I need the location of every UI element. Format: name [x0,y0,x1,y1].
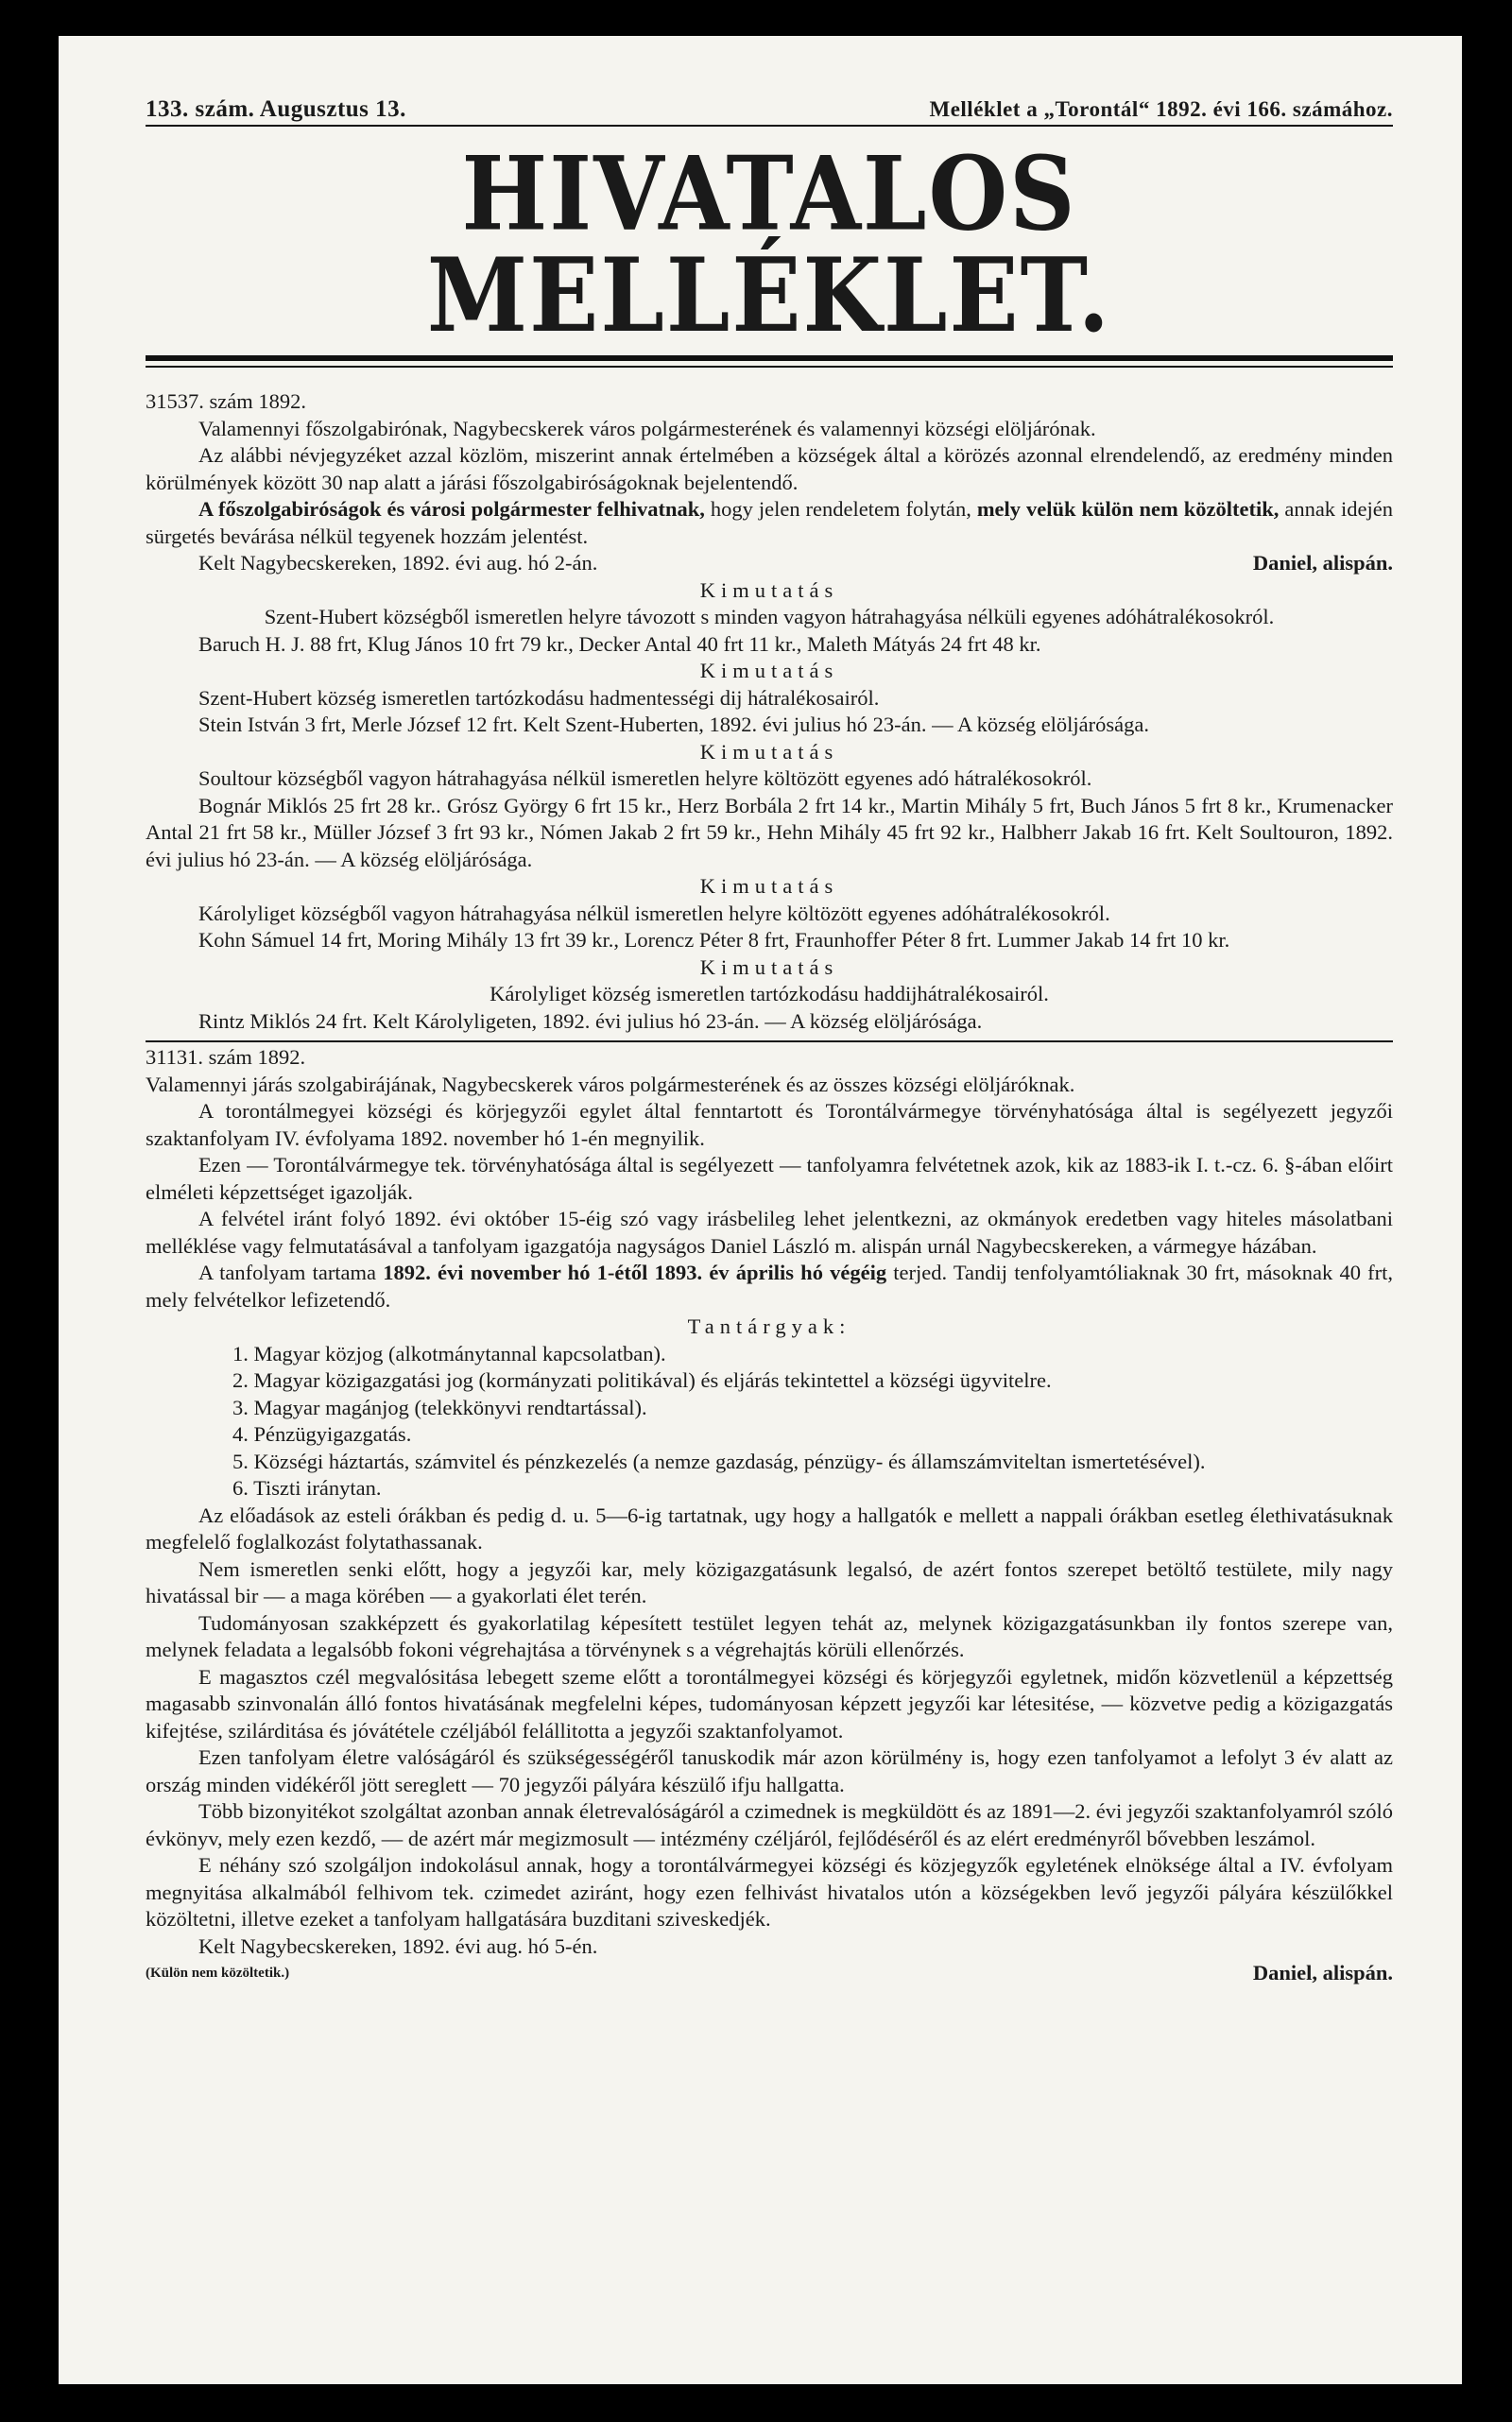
duration-text-1: A tanfolyam tartama [198,1261,384,1284]
statement-title: Kimutatás [699,874,839,898]
decree-address: Valamennyi járás szolgabirájának, Nagybecskerek város polgármesterének és az összes községi elöljáróknak. [146,1072,1075,1096]
course-duration [146,1260,1393,1314]
masthead-rule-thin [146,366,1393,368]
issue-number: 133. szám. Augusztus 13. [146,96,406,122]
decree-date: Kelt Nagybecskereken, 1892. évi aug. hó 2-án. [198,551,598,575]
statement-subject: Szent-Hubert község ismeretlen tartózkodásu hadmentességi dij hátralékosairól. [198,685,880,710]
statement-subject: Soultour községből vagyon hátrahagyása nélkül ismeretlen helyre költözött egyenes adó hátralékosokról. [198,766,1092,790]
instruction-bold-1: A főszolgabiróságok és városi polgármester felhivatnak, [198,497,705,521]
page-content [146,96,1393,1987]
masthead-title: HIVATALOS MELLÉKLET. [426,133,1112,355]
statement-names: Baruch H. J. 88 frt, Klug János 10 frt 79 kr., Decker Antal 40 frt 11 kr., Maleth Mátyás 24 frt 48 kr. [198,631,1041,656]
statement-title: Kimutatás [699,739,839,764]
course-paragraph: Ezen tanfolyam életre valóságáról és szükségességéről tanuskodik már azon körülmény is, hogy ezen tanfolyamot a lefolyt 3 év alatt az ország minden vidékéről jött sereglett — 70 jegyzői pályára készülő ifju hallgatta. [146,1745,1393,1796]
subject-item: 3. Magyar magánjog (telekkönyvi rendtartással). [232,1395,647,1419]
course-paragraph: A felvétel iránt folyó 1892. évi október 15-éig szó vagy irásbelileg lehet jelentkezni, az okmányok eredetben vagy hiteles másolatbani melléklése vagy felmutatásával a tanfolyam igazgatója nagyságos Daniel László m. alispán urnál Nagybecskereken, a vármegye házában. [146,1207,1393,1258]
instruction-text-2: annak idején sürgetés bevárása nélkül tegyenek hozzám jelentést. [146,497,1394,548]
statement-subject: Károlyliget község ismeretlen tartózkodásu haddijhátralékosairól. [490,982,1049,1005]
statement-names: Bognár Miklós 25 frt 28 kr.. Grósz György 6 frt 15 kr., Herz Borbála 2 frt 14 kr., Martin Mihály 5 frt, Buch János 5 frt 8 kr., Krumenacker Antal 21 frt 58 kr., Müller József 3 frt 93 kr., Nómen Jakab 2 frt 59 kr., Hehn Mihály 45 frt 92 kr., Halbherr Jakab 16 frt. Kelt Soultouron, 1892. évi julius hó 23-án. — A község elöljárósága. [146,793,1393,871]
course-paragraph: E magasztos czél megvalósitása lebegett szeme előtt a torontálmegyei községi és körjegyzői egyletnek, midőn közvetlenül a képzettség magasabb szinvonalán álló fontos hivatásának megfelelni képes, tudományosan képzett jegyzői kar létesitése, — közvetve pedig a közigazgatás kifejtése, szilárditása és jóvátétele czéljából felállitotta a jegyzői szaktanfolyamot. [146,1664,1393,1743]
masthead-rule-thick [146,355,1393,361]
course-paragraph: Az előadások az esteli órákban és pedig d. u. 5—6-ig tartatnak, ugy hogy a hallgatók e mellett a nappali órákban esetleg élethivatásuknak megfelelő foglalkozást folytathassanak. [146,1503,1393,1554]
decree-signature: Daniel, alispán. [1252,551,1393,575]
decree-footer [146,1960,1393,1987]
decree-signature: Daniel, alispán. [1252,1961,1393,1984]
statement-subject: Szent-Hubert községből ismeretlen helyre távozott s minden vagyon hátrahagyása nélküli egyenes adóhátralékosokról. [264,605,1275,628]
decree-date: Kelt Nagybecskereken, 1892. évi aug. hó 5-én. [198,1933,598,1958]
course-paragraph: Nem ismeretlen senki előtt, hogy a jegyzői kar, mely közigazgatásunk legalsó, de azért fontos szerepet betöltő testülete, mily nagy hivatással bir — a maga körében — a gyakorlati élet terén. [146,1556,1393,1607]
subject-item: 4. Pénzügyigazgatás. [232,1422,412,1446]
decree-body: Az alábbi névjegyzéket azzal közlöm, miszerint annak értelmében a községek által a körözés azonnal elrendelendő, az eredmény minden körülmények között 30 nap alatt a járási főszolgabiróságoknak bejelentendő. [146,443,1393,494]
statement-names: Kohn Sámuel 14 frt, Moring Mihály 13 frt 39 kr., Lorencz Péter 8 frt, Fraunhoffer Péter 8 frt. Lummer Jakab 14 frt 10 kr. [198,928,1230,952]
instruction-text-1: hogy jelen rendeletem folytán, [704,497,977,521]
subject-item: 5. Községi háztartás, számvitel és pénzkezelés (a nemze gazdaság, pénzügy- és államszámviteltan ismertetésével). [232,1449,1206,1473]
duration-dates: 1892. évi november hó 1-étől 1893. év április hó végéig [383,1261,887,1284]
statement-names: Rintz Miklós 24 frt. Kelt Károlyligeten, 1892. évi julius hó 23-án. — A község elöljárósága. [198,1008,983,1033]
statement-names: Stein István 3 frt, Merle József 12 frt. Kelt Szent-Huberten, 1892. évi julius hó 23-án. — A község elöljárósága. [198,713,1150,736]
course-paragraph: E néhány szó szolgáljon indokolásul annak, hogy a torontálvármegyei községi és közjegyzők egyletének elnöksége által a IV. évfolyam megnyitása alkalmából felhivom tek. czimedet aziránt, hogy ezen felhivást hivatalos utón a községekben levő jegyzői pályára készülőkkel közöltetni, illetve ezeket a tanfolyam hallgatására buzditani sziveskedjék. [146,1853,1393,1931]
course-paragraph: A torontálmegyei községi és körjegyzői egylet által fenntartott és Torontálvármegye törvényhatósága által is segélyezett jegyzői szaktanfolyam IV. évfolyama 1892. november hó 1-én megnyilik. [146,1099,1393,1150]
statement-title: Kimutatás [699,659,839,682]
decree-number: 31537. szám 1892. [146,389,306,413]
section-31131 [146,1044,1393,1987]
course-paragraph: Több bizonyitékot szolgáltat azonban annak életrevalóságáról a czimednek is megküldött és az 1891—2. évi jegyzői szaktanfolyamról szóló évkönyv, mely ezen kezdő, — de azért már megizmosult — intézmény czéljáról, fejlődéséről és az elért eredményről bővebben leszámol. [146,1799,1393,1850]
statement-title: Kimutatás [699,954,839,979]
statement-title: Kimutatás [699,577,839,602]
issue-header [146,96,1393,127]
supplement-note: Melléklet a „Torontál“ 1892. évi 166. számához. [929,97,1393,121]
decree-number: 31131. szám 1892. [146,1045,306,1069]
instruction-bold-2: mely velük külön nem közöltetik, [976,497,1280,521]
decree-instruction [146,496,1393,550]
decree-note: (Külön nem közöltetik.) [146,1966,290,1981]
duration-text-2: terjed. Tandij tenfolyamtóliaknak 30 frt, másoknak 40 frt, mely felvételkor lefizetendő. [146,1261,1394,1312]
decree-dateline [146,550,1393,577]
section-31537 [146,388,1393,1035]
course-paragraph: Ezen — Torontálvármegye tek. törvényhatósága által is segélyezett — tanfolyamra felvétetnek azok, kik az 1883-ik I. t.-cz. 6. §-ában előirt elméleti képzettséget igazolják. [146,1153,1393,1204]
newspaper-page [59,36,1462,2384]
subject-item: 1. Magyar közjog (alkotmánytannal kapcsolatban). [232,1341,666,1366]
subject-item: 2. Magyar közigazgatási jog (kormányzati politikával) és eljárás tekintettel a községi ügyvitelre. [232,1368,1052,1392]
subjects-title: Tantárgyak: [687,1314,851,1338]
decree-address: Valamennyi főszolgabirónak, Nagybecskerek város polgármesterének és valamennyi községi elöljárónak. [198,416,1096,440]
section-divider [146,1040,1393,1042]
subject-item: 6. Tiszti iránytan. [232,1476,382,1500]
statement-subject: Károlyliget községből vagyon hátrahagyása nélkül ismeretlen helyre költözött egyenes adóhátralékosokról. [198,901,1110,925]
course-paragraph: Tudományosan szakképzett és gyakorlatilag képesített testület legyen tehát az, melynek közigazgatásunkban ily fontos szerepe van, melynek feladata a legalsóbb fokoni végrehajtása a törvénynek s a végrehajtás körüli ellenőrzés. [146,1610,1393,1661]
